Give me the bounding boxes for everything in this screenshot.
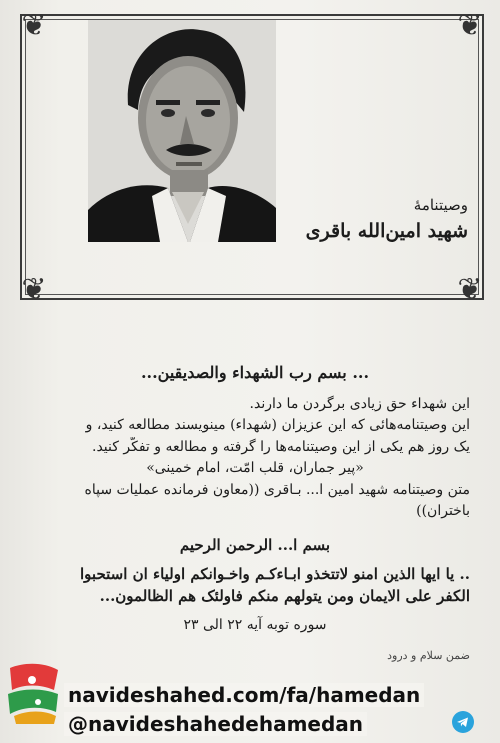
text-line: این شهداء حق زیادی برگردن ما دارند. [249,395,470,412]
will-label: وصیتنامهٔ [413,196,468,214]
martyr-portrait [88,20,276,242]
title-block [300,196,468,242]
ornament-icon: ❦ [457,272,483,307]
watermark-handle[interactable]: @navideshahedehamedan [64,712,367,736]
document-body [40,362,470,666]
quote-attribution: «پیر جماران، قلب امّت، امام خمینی» [146,460,364,476]
ornament-icon: ❦ [21,272,47,307]
text-line: یک روز هم یکی از این وصیتنامه‌ها را گرفته و مطالعه و تفکّر کنید. [92,438,470,455]
bismillah-line: بسم ا... الرحمن الرحیم [179,535,331,554]
verse-line: .. یا ایها الذین امنو لاتتخذو ابـاءکـم واخـوانکم اولیاء ان استحبوا [80,565,470,583]
watermark-url[interactable]: navideshahed.com/fa/hamedan [64,683,424,707]
verse-line: الکفر علی الایمان ومن یتولهم منکم فاولئک هم الظالمون... [99,586,470,605]
text-line: متن وصیتنامه شهید امین ا... بـاقری ((معاون فرمانده عملیات سپاه [84,481,470,498]
closing-text: ضمن سلام و درود [387,648,470,662]
text-line: این وصیتنامه‌هائی که این عزیزان (شهداء) مینویسند مطالعه کنید، و [85,417,470,433]
ornament-icon: ❦ [457,8,483,43]
telegram-icon[interactable] [452,711,474,733]
text-line: باختران)) [416,503,470,519]
verse-reference: سوره توبه آیه ۲۲ الی ۲۳ [183,617,327,633]
ornament-icon: ❦ [21,8,47,43]
watermark-logo [4,660,62,726]
martyr-name: شهید امین‌الله باقری [305,220,468,242]
document-heading: ... بسم رب الشهداء والصدیقین... [140,363,370,382]
